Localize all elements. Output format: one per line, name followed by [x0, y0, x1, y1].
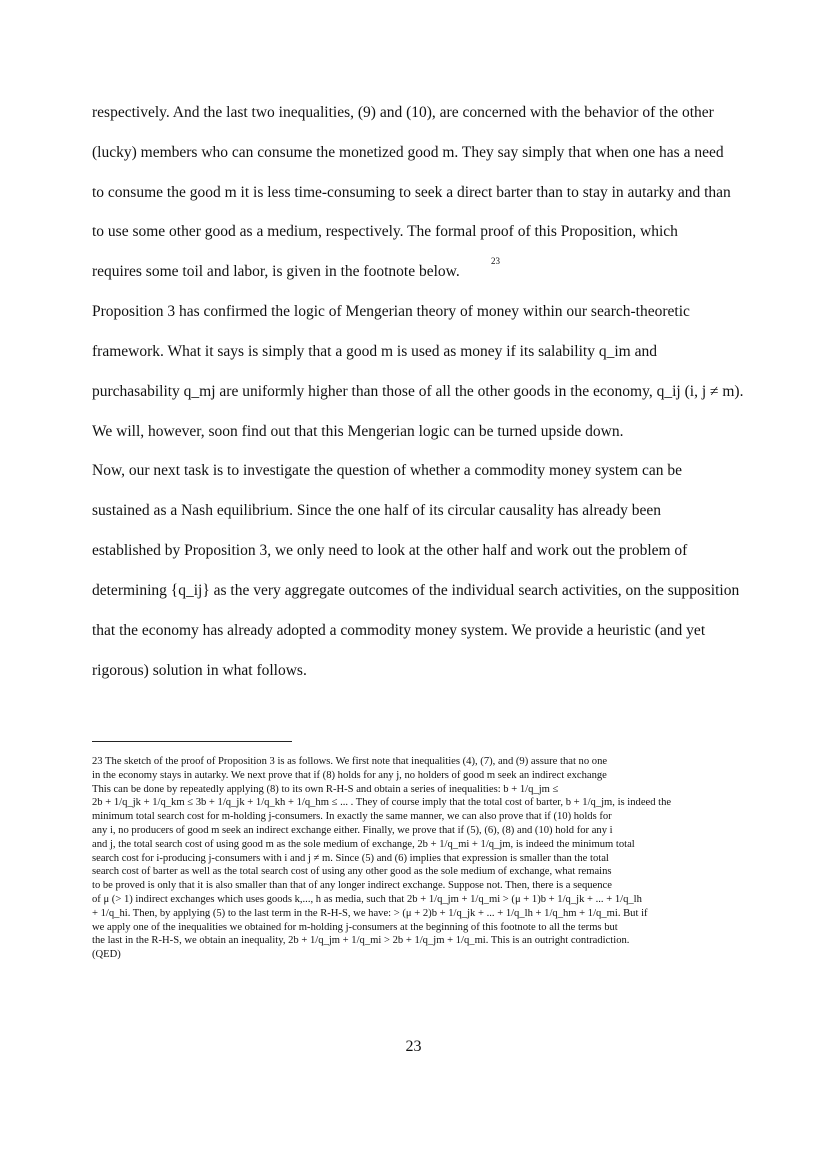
footnote-line: 23 The sketch of the proof of Proposition 3 is as follows. We first note that inequalities (4), (7), and (9) assure that no one — [92, 756, 608, 767]
footnote-line: of μ (> 1) indirect exchanges which uses goods k,..., h as media, such that 2b + 1/q_jm + 1/q_mi > (μ + 1)b + 1/q_jk + ... + 1/q_lh — [92, 894, 642, 905]
page-number: 23 — [405, 1038, 422, 1055]
body-line: framework. What it says is simply that a good m is used as money if its salability q_im and — [92, 343, 657, 360]
footnote-line: + 1/q_hi. Then, by applying (5) to the last term in the R-H-S, we have: > (μ + 2)b + 1/q_jk + ... + 1/q_lh + 1/q_hm + 1/q_mi. But if — [92, 907, 648, 919]
body-line: to consume the good m it is less time-consuming to seek a direct barter than to stay in autarky and than — [92, 184, 731, 201]
footnote-line: 2b + 1/q_jk + 1/q_km ≤ 3b + 1/q_jk + 1/q_kh + 1/q_hm ≤ ... . They of course imply that the total cost of barter, b + 1/q_jm, is indeed the — [92, 797, 672, 809]
footnote-line: and j, the total search cost of using good m as the sole medium of exchange, 2b + 1/q_mi + 1/q_jm, is indeed the minimum total — [92, 838, 635, 850]
body-line: rigorous) solution in what follows. — [92, 662, 307, 679]
footnote-line: search cost of barter as well as the total search cost of using any other good as the sole medium of exchange, what remains — [92, 866, 612, 878]
footnote-line: to be proved is only that it is also smaller than that of any longer indirect exchange. Suppose not. Then, there is a sequence — [92, 880, 612, 892]
footnote-line: This can be done by repeatedly applying (8) to its own R-H-S and obtain a series of inequalities: b + 1/q_jm ≤ — [92, 783, 559, 795]
body-line: that the economy has already adopted a commodity money system. We provide a heuristic (and yet — [92, 622, 706, 639]
body-line: to use some other good as a medium, respectively. The formal proof of this Proposition, which — [92, 223, 678, 240]
footnote-line: (QED) — [92, 949, 121, 961]
footnote-line: search cost for i-producing j-consumers with i and j ≠ m. Since (5) and (6) implies that expression is smaller than the total — [92, 852, 609, 864]
body-line: Now, our next task is to investigate the question of whether a commodity money system can be — [92, 462, 683, 479]
body-line: requires some toil and labor, is given in the footnote below. — [92, 263, 460, 280]
footnote-line: we apply one of the inequalities we obtained for m-holding j-consumers at the beginning of this footnote to all the terms but — [92, 921, 618, 933]
body-line: (lucky) members who can consume the monetized good m. They say simply that when one has a need — [92, 144, 724, 161]
footnote-reference-marker: 23 — [491, 256, 500, 266]
body-line: We will, however, soon find out that this Mengerian logic can be turned upside down. — [92, 423, 624, 440]
body-line: determining {q_ij} as the very aggregate outcomes of the individual search activities, on the supposition — [92, 582, 740, 599]
body-line: purchasability q_mj are uniformly higher than those of all the other goods in the economy, q_ij (i, j ≠ m). — [92, 383, 744, 400]
body-line: respectively. And the last two inequalities, (9) and (10), are concerned with the behavior of the other — [92, 104, 714, 121]
footnote-line: minimum total search cost for m-holding j-consumers. In exactly the same manner, we can also prove that if (10) holds for — [92, 811, 612, 823]
footnote-separator — [92, 741, 292, 742]
footnote-line: any i, no producers of good m seek an indirect exchange either. Finally, we prove that if (5), (6), (8) and (10) hold for any i — [92, 825, 613, 836]
footnote-line: the last in the R-H-S, we obtain an inequality, 2b + 1/q_jm + 1/q_mi > 2b + 1/q_jm + 1/q_mi. This is an outright contradiction. — [92, 935, 630, 947]
body-line: established by Proposition 3, we only need to look at the other half and work out the problem of — [92, 542, 688, 559]
body-line: Proposition 3 has confirmed the logic of Mengerian theory of money within our search-theoretic — [92, 303, 690, 320]
body-line: sustained as a Nash equilibrium. Since the one half of its circular causality has already been — [92, 502, 662, 519]
footnote-line: in the economy stays in autarky. We next prove that if (8) holds for any j, no holders of good m seek an indirect exchange — [92, 769, 607, 781]
